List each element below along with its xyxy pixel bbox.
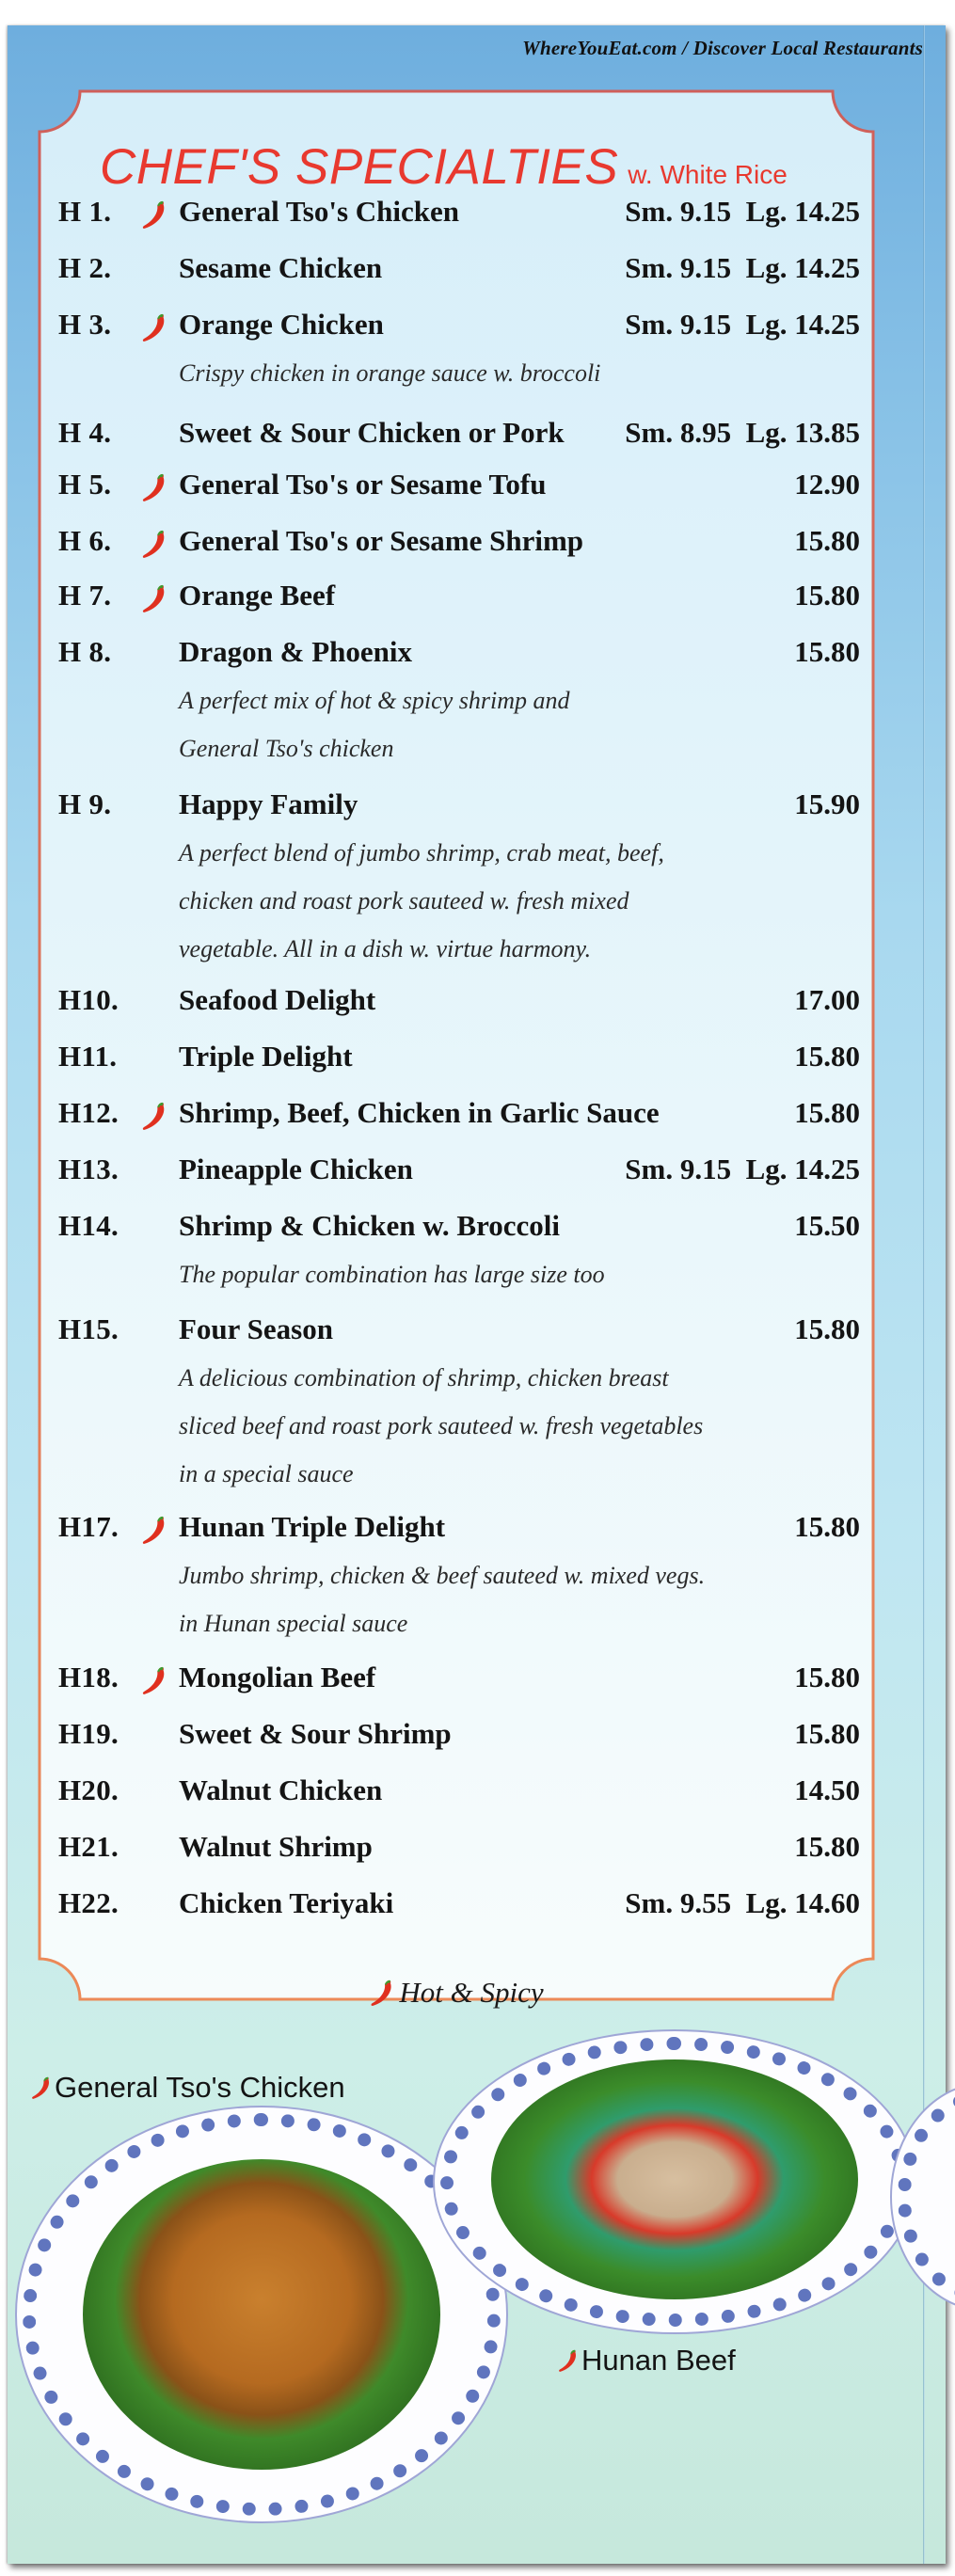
item-price: 15.80 [794,1830,860,1863]
item-name: Orange Beef [179,579,336,612]
menu-item-row [38,251,875,289]
item-price: 15.80 [794,1040,860,1073]
menu-item-row [38,524,875,562]
section-subtitle: w. White Rice [628,160,788,189]
menu-item-row [38,1153,875,1190]
item-name: Chicken Teriyaki [179,1886,394,1919]
food-image [491,2059,858,2299]
item-code: H 7. [58,579,112,612]
item-price: Sm. 9.55 Lg. 14.60 [625,1886,860,1919]
item-name: Dragon & Phoenix [179,635,412,668]
item-description: Jumbo shrimp, chicken & beef sauteed w. mixed vegs. [179,1562,706,1589]
chili-pepper-icon [139,582,167,614]
item-price: Sm. 9.15 Lg. 14.25 [625,251,860,284]
item-price: 15.80 [794,1661,860,1693]
item-code: H14. [58,1209,119,1242]
item-price: 15.80 [794,524,860,557]
chefs-specialties-panel [38,89,875,2009]
item-code: H 2. [58,251,112,284]
chili-pepper-icon [369,1978,393,2008]
menu-item-row [38,1510,875,1548]
item-description: The popular combination has large size too [179,1261,605,1288]
item-name: Seafood Delight [179,983,376,1016]
chili-pepper-icon [139,471,167,503]
item-name: Walnut Shrimp [179,1830,373,1863]
chili-pepper-icon [139,199,167,231]
section-title: CHEF'S SPECIALTIES [100,139,619,195]
item-code: H13. [58,1153,119,1185]
menu-item-row [38,1312,875,1350]
item-price: Sm. 9.15 Lg. 14.25 [625,1153,860,1185]
chili-pepper-icon [139,311,167,343]
item-description: A delicious combination of shrimp, chicken breast [179,1364,669,1391]
chili-pepper-icon [139,528,167,560]
item-code: H12. [58,1096,119,1129]
item-name: General Tso's or Sesame Shrimp [179,524,584,557]
item-price: 15.90 [794,787,860,820]
item-description: chicken and roast pork sauteed w. fresh mixed [179,887,629,914]
menu-item-row [38,1830,875,1868]
item-name: Orange Chicken [179,308,384,341]
item-name: Sweet & Sour Shrimp [179,1717,452,1750]
item-description: in Hunan special sauce [179,1610,408,1637]
item-description: A perfect mix of hot & spicy shrimp and [179,687,570,714]
menu-item-row [38,1096,875,1134]
item-code: H 9. [58,787,112,820]
item-code: H 6. [58,524,112,557]
item-code: H21. [58,1830,119,1863]
item-price: 15.80 [794,1312,860,1345]
item-code: H15. [58,1312,119,1345]
menu-item-row [38,579,875,616]
item-price: Sm. 9.15 Lg. 14.25 [625,308,860,341]
item-price: 12.90 [794,468,860,501]
item-price: 15.80 [794,1096,860,1129]
item-price: 15.80 [794,1717,860,1750]
section-header [100,138,788,196]
photo-caption-text: Hunan Beef [581,2344,736,2377]
chili-pepper-icon [139,1100,167,1132]
item-price: 15.80 [794,579,860,612]
item-name: Mongolian Beef [179,1661,376,1693]
item-name: Sesame Chicken [179,251,383,284]
item-price: 15.50 [794,1209,860,1242]
menu-item-row [38,1773,875,1811]
plate-rim-pattern [898,2090,955,2304]
menu-item-row [38,1040,875,1077]
item-name: Pineapple Chicken [179,1153,413,1185]
item-code: H 8. [58,635,112,668]
item-description: A perfect blend of jumbo shrimp, crab meat, beef, [179,839,664,867]
hunan-beef-photo [433,2029,916,2334]
photo-caption-text: General Tso's Chicken [55,2071,345,2104]
menu-item-row [38,635,875,673]
item-name: Sweet & Sour Chicken or Pork [179,416,565,449]
item-code: H10. [58,983,119,1016]
item-code: H 1. [58,195,112,228]
menu-item-row [38,1886,875,1924]
partial-plate-photo [890,2082,955,2312]
item-price: Sm. 8.95 Lg. 13.85 [625,416,860,449]
food-image [83,2159,440,2470]
item-price: Sm. 9.15 Lg. 14.25 [625,195,860,228]
item-description: vegetable. All in a dish w. virtue harmony. [179,935,592,962]
chili-pepper-icon [139,1514,167,1546]
item-code: H 5. [58,468,112,501]
photo-caption-hunan-beef [557,2344,736,2377]
item-code: H22. [58,1886,119,1919]
item-code: H17. [58,1510,119,1543]
menu-item-row [38,787,875,825]
photo-caption-general-tsos-chicken [30,2071,345,2105]
menu-item-row [38,308,875,345]
item-name: General Tso's or Sesame Tofu [179,468,547,501]
item-price: 15.80 [794,1510,860,1543]
chili-pepper-icon [30,2075,51,2101]
item-code: H 3. [58,308,112,341]
item-code: H11. [58,1040,118,1073]
item-price: 17.00 [794,983,860,1016]
item-code: H20. [58,1773,119,1806]
item-name: Happy Family [179,787,358,820]
menu-item-row [38,1717,875,1755]
item-code: H18. [58,1661,119,1693]
item-price: 15.80 [794,635,860,668]
menu-item-row [38,468,875,505]
item-description: sliced beef and roast pork sauteed w. fresh vegetables [179,1412,704,1439]
item-description: Crispy chicken in orange sauce w. broccoli [179,359,601,387]
chili-pepper-icon [139,1664,167,1696]
item-description: in a special sauce [179,1460,354,1487]
item-name: Shrimp & Chicken w. Broccoli [179,1209,561,1242]
menu-item-row [38,195,875,232]
menu-item-row [38,1209,875,1247]
spicy-legend [38,1976,875,2010]
item-name: Triple Delight [179,1040,353,1073]
item-description: General Tso's chicken [179,735,394,762]
watermark: WhereYouEat.com / Discover Local Restaurants [522,37,923,59]
item-code: H 4. [58,416,112,449]
menu-page [8,25,946,2564]
item-name: Hunan Triple Delight [179,1510,446,1543]
menu-item-row [38,1661,875,1698]
menu-item-row [38,416,875,453]
legend-label: Hot & Spicy [399,1976,544,2009]
chili-pepper-icon [557,2347,578,2374]
item-name: Shrimp, Beef, Chicken in Garlic Sauce [179,1096,660,1129]
item-name: General Tso's Chicken [179,195,459,228]
item-code: H19. [58,1717,119,1750]
menu-item-row [38,983,875,1021]
item-name: Walnut Chicken [179,1773,383,1806]
item-price: 14.50 [794,1773,860,1806]
item-name: Four Season [179,1312,333,1345]
